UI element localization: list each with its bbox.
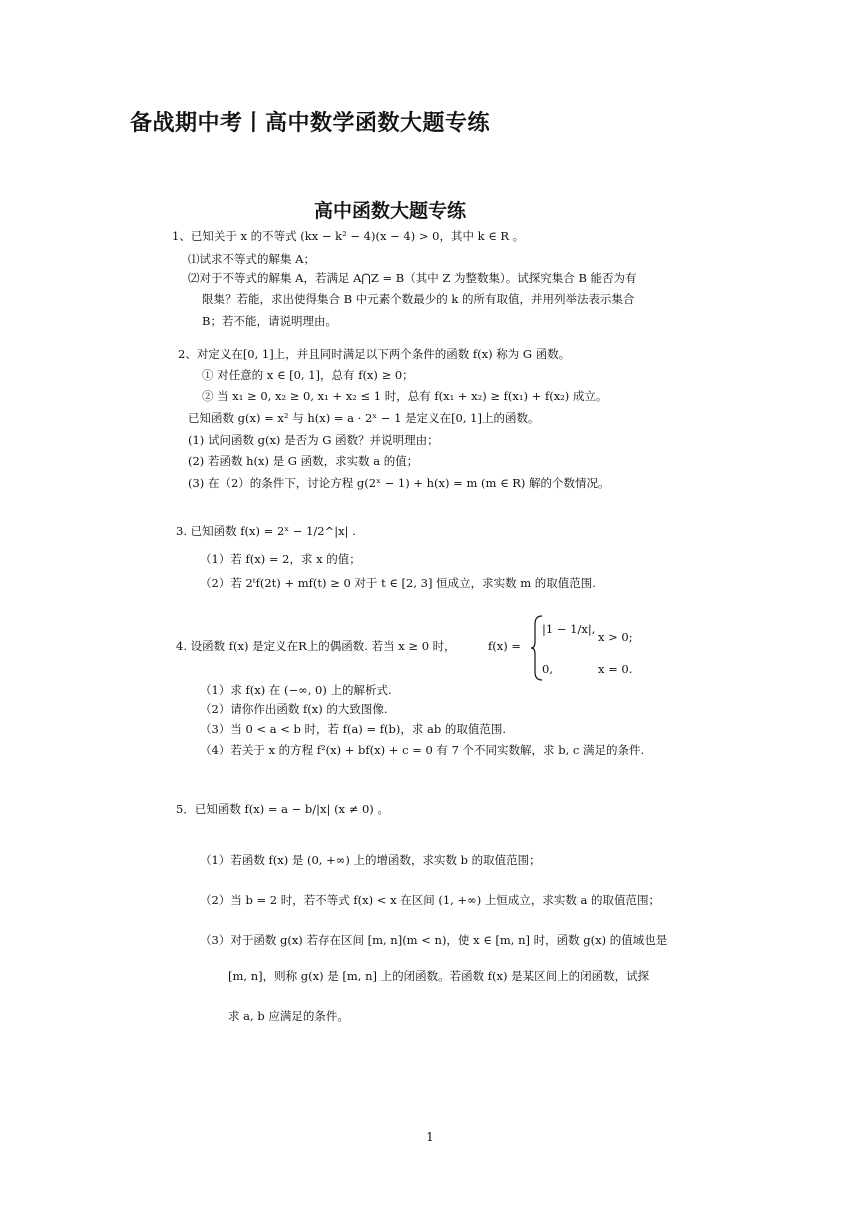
- piecewise-case-1-cond: x > 0;: [598, 630, 633, 644]
- problem-4-line-4: （4）若关于 x 的方程 f²(x) + bf(x) + c = 0 有 7 个不同实数解，求 b, c 满足的条件.: [200, 743, 645, 757]
- piecewise-case-2-cond: x = 0.: [598, 662, 633, 676]
- problem-4-intro: 4. 设函数 f(x) 是定义在R上的偶函数. 若当 x ≥ 0 时，: [176, 639, 456, 653]
- piecewise-case-1-expr: |1 − 1/x|,: [542, 622, 596, 636]
- problem-3-line-1: 3. 已知函数 f(x) = 2ˣ − 1/2^|x| .: [176, 524, 356, 538]
- problem-3-line-2: （1）若 f(x) = 2，求 x 的值；: [200, 552, 361, 566]
- piecewise-case-2-expr: 0,: [542, 662, 553, 676]
- problem-2-line-5: (1) 试问函数 g(x) 是否为 G 函数？并说明理由；: [188, 433, 439, 447]
- problem-1-line-2: ⑴试求不等式的解集 A；: [188, 252, 315, 266]
- problem-2-line-2: ① 对任意的 x ∈ [0, 1]，总有 f(x) ≥ 0；: [202, 368, 414, 382]
- problem-5-line-3: （2）当 b = 2 时，若不等式 f(x) < x 在区间 (1, +∞) 上恒成立，求实数 a 的取值范围；: [200, 893, 661, 907]
- problem-1-line-3: ⑵对于不等式的解集 A，若满足 A⋂Z = B（其中 Z 为整数集）。试探究集合 B 能否为有: [188, 271, 637, 285]
- problem-3-line-3: （2）若 2ᵗf(2t) + mf(t) ≥ 0 对于 t ∈ [2, 3] 恒成立，求实数 m 的取值范围.: [200, 576, 596, 590]
- document-title: [0, 196, 780, 223]
- problem-4-line-1: （1）求 f(x) 在 (−∞, 0) 上的解析式.: [200, 683, 392, 697]
- problem-2-line-4: 已知函数 g(x) = x² 与 h(x) = a · 2ˣ − 1 是定义在[0, 1]上的函数。: [188, 411, 540, 425]
- problem-4-line-2: （2）请你作出函数 f(x) 的大致图像.: [200, 702, 388, 716]
- problem-2-line-6: (2) 若函数 h(x) 是 G 函数，求实数 a 的值；: [188, 454, 419, 468]
- page-header-title: 备战期中考丨高中数学函数大题专练: [130, 111, 491, 136]
- problem-2-line-1: 2、对定义在[0, 1]上，并且同时满足以下两个条件的函数 f(x) 称为 G 函数。: [178, 347, 571, 361]
- problem-1-line-5: B；若不能，请说明理由。: [202, 314, 337, 328]
- problem-5-line-1: 5．已知函数 f(x) = a − b/|x| (x ≠ 0) 。: [176, 802, 389, 816]
- problem-2-line-3: ② 当 x₁ ≥ 0, x₂ ≥ 0, x₁ + x₂ ≤ 1 时，总有 f(x₁ + x₂) ≥ f(x₁) + f(x₂) 成立。: [202, 389, 608, 403]
- problem-5-line-5: [m, n]，则称 g(x) 是 [m, n] 上的闭函数。若函数 f(x) 是某区间上的闭函数，试探: [228, 969, 650, 983]
- problem-4-piecewise-lhs: f(x) =: [488, 639, 522, 653]
- problem-1-line-4: 限集？若能，求出使得集合 B 中元素个数最少的 k 的所有取值，并用列举法表示集合: [202, 292, 635, 306]
- problem-5-line-2: （1）若函数 f(x) 是 (0, +∞) 上的增函数，求实数 b 的取值范围；: [200, 853, 541, 867]
- problem-4-line-3: （3）当 0 < a < b 时，若 f(a) = f(b)，求 ab 的取值范围.: [200, 722, 507, 736]
- document-title-text: 高中函数大题专练: [313, 200, 466, 222]
- problem-2-line-7: (3) 在（2）的条件下，讨论方程 g(2ˣ − 1) + h(x) = m (m ∈ R) 解的个数情况。: [188, 476, 610, 490]
- problem-5-line-6: 求 a, b 应满足的条件。: [228, 1009, 349, 1023]
- problem-1-line-1: 1、已知关于 x 的不等式 (kx − k² − 4)(x − 4) > 0，其中 k ∈ R 。: [172, 229, 525, 243]
- page-number: 1: [426, 1130, 434, 1144]
- problem-5-line-4: （3）对于函数 g(x) 若存在区间 [m, n](m < n)，使 x ∈ [m, n] 时，函数 g(x) 的值域也是: [200, 933, 668, 947]
